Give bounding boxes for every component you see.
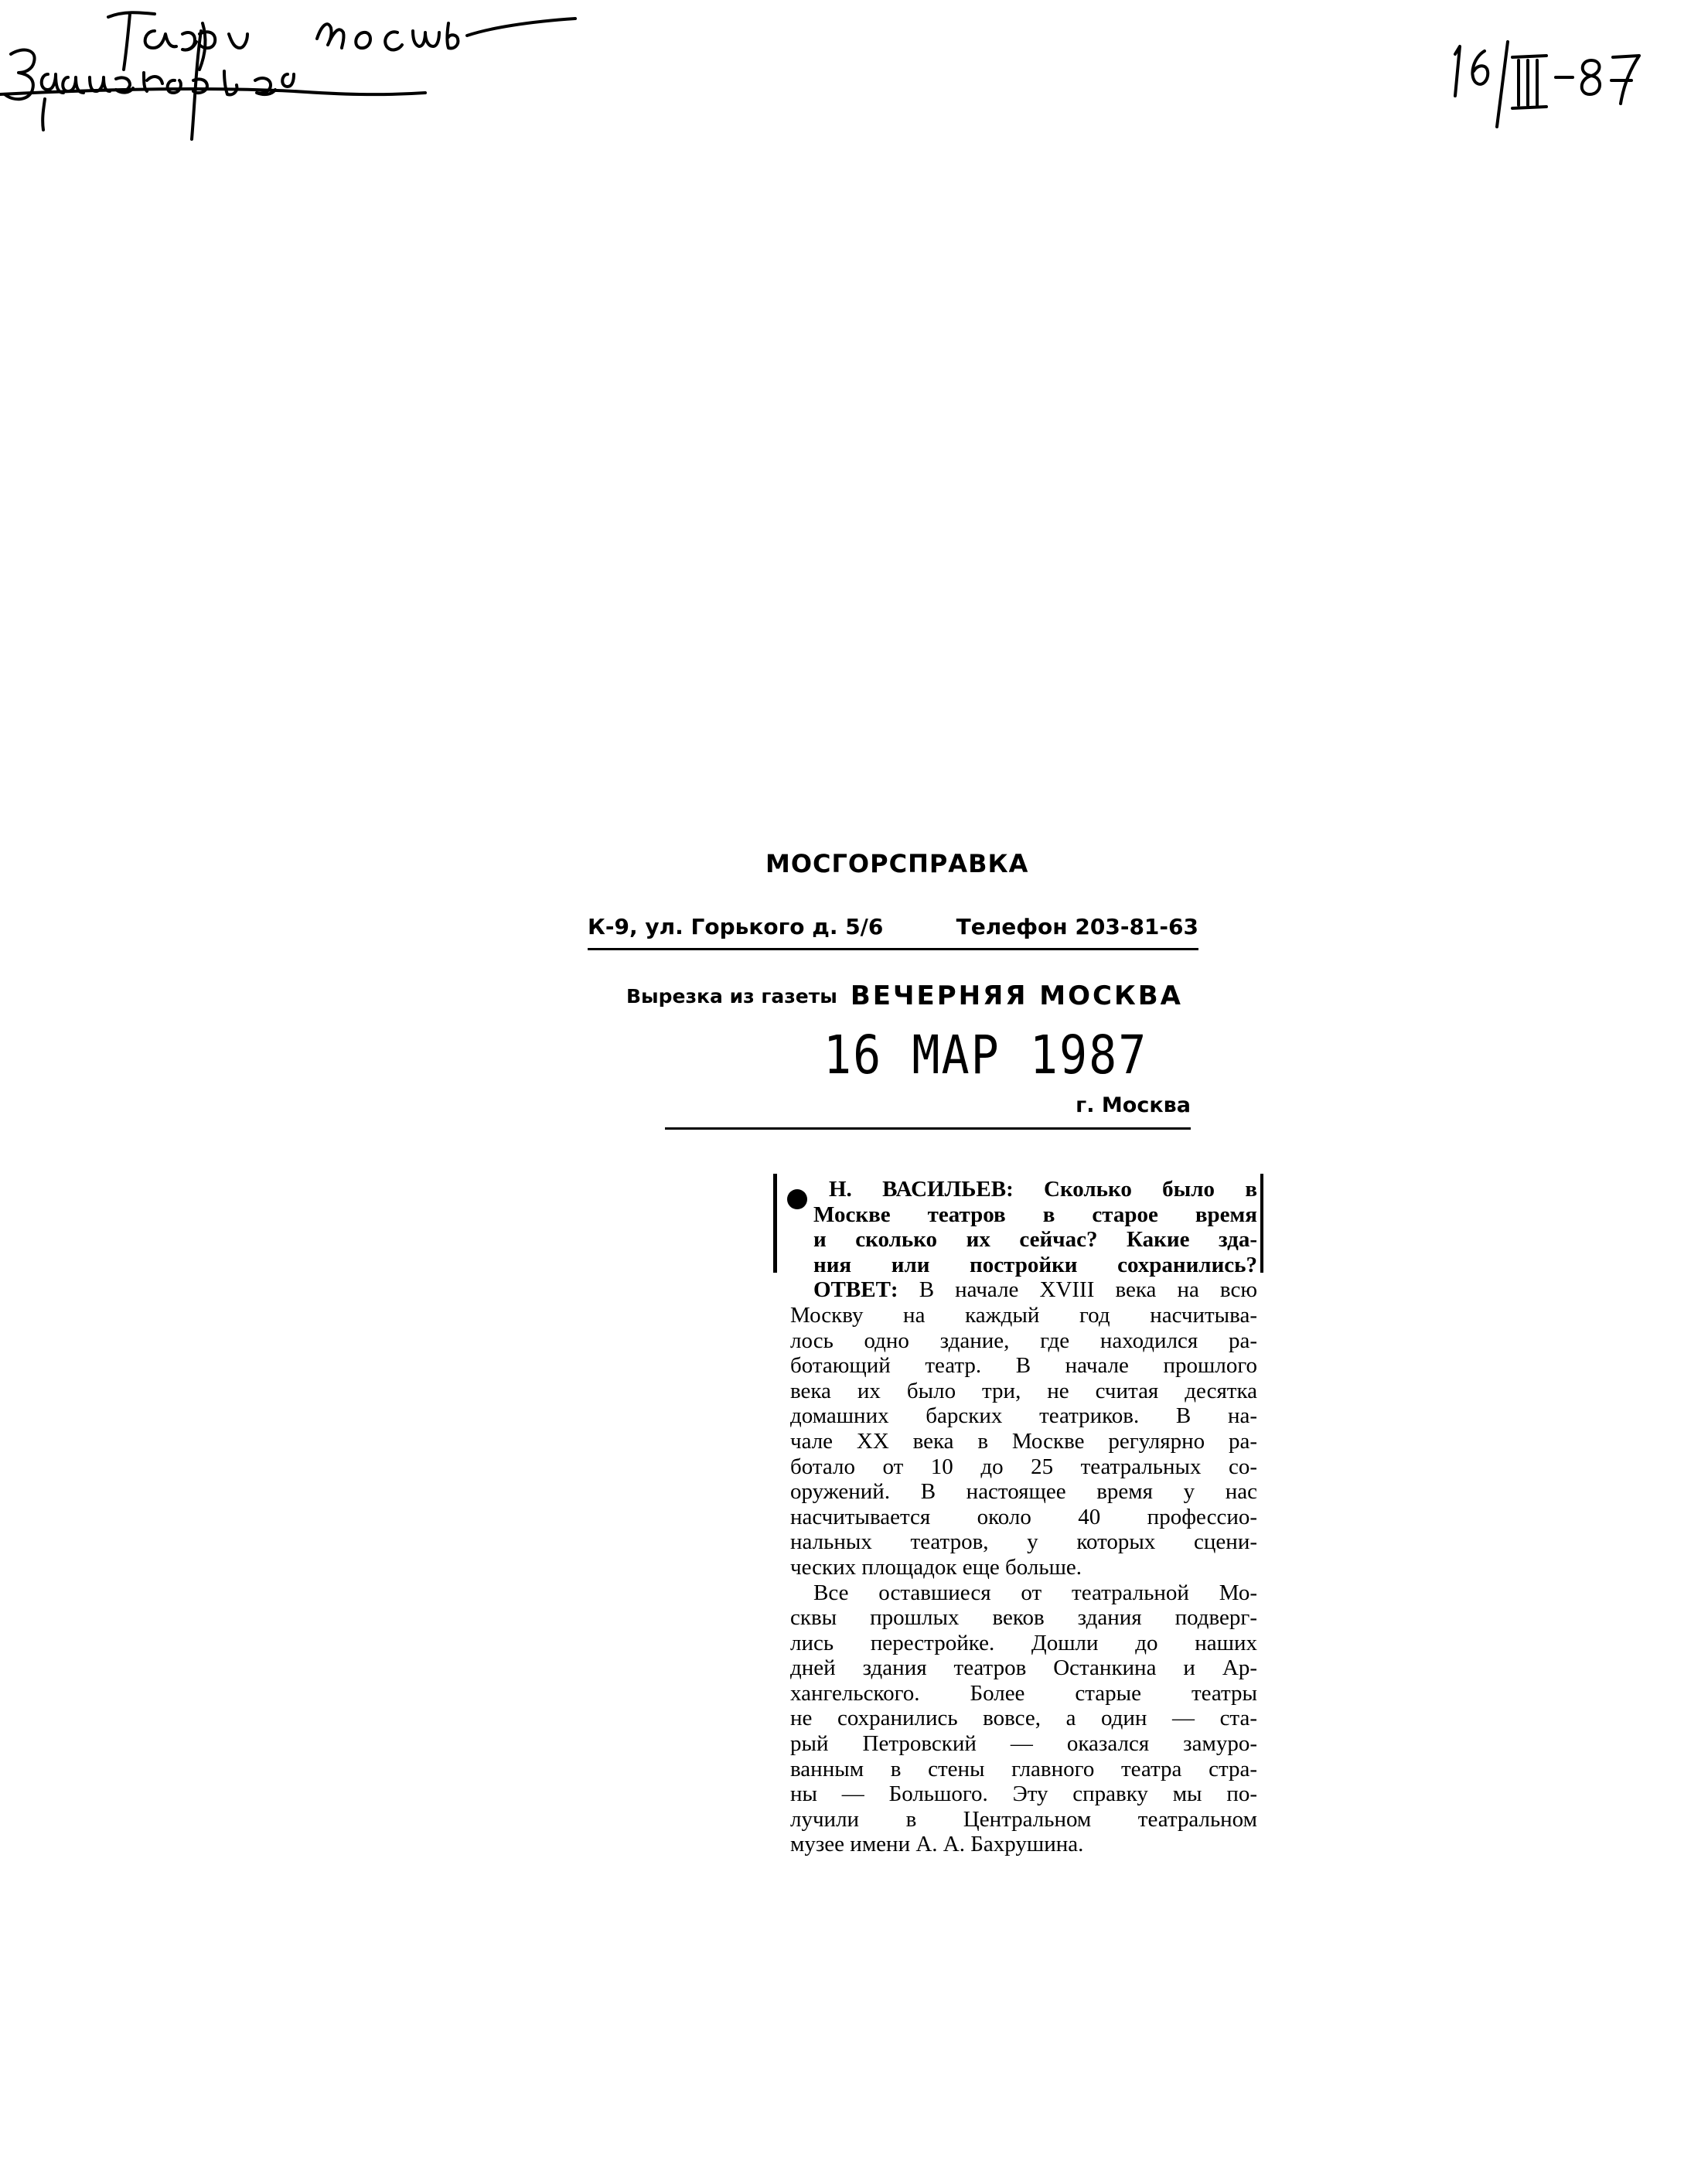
answer-line: ботало от 10 до 25 театральных со- xyxy=(790,1454,1257,1479)
clipping-line xyxy=(626,980,1183,1014)
handwritten-note-topleft xyxy=(0,0,588,155)
question-line: ния или постройки сохранились? xyxy=(813,1252,1257,1277)
city-line xyxy=(665,1089,1191,1130)
question-line: и сколько их сейчас? Какие зда- xyxy=(813,1227,1257,1253)
article-question xyxy=(790,1177,1257,1277)
paragraph2-line: рый Петровский — оказался замуро- xyxy=(790,1731,1257,1757)
answer-label: ОТВЕТ: xyxy=(813,1277,898,1303)
paragraph2-line: лись перестройке. Дошли до наших xyxy=(790,1630,1257,1655)
paragraph2-line: ванным в стены главного театра стра- xyxy=(790,1756,1257,1781)
city-name: г. Москва xyxy=(1076,1093,1191,1117)
handwritten-date-topright xyxy=(1438,23,1655,131)
answer-line: нальных театров, у которых сцени- xyxy=(790,1529,1257,1555)
paragraph2-line: лучили в Центральном театральном xyxy=(790,1806,1257,1832)
agency-name: МОСГОРСПРАВКА xyxy=(765,849,1029,878)
question-line: Москве театров в старое время xyxy=(813,1202,1257,1227)
agency-phone: Телефон 203-81-63 xyxy=(956,914,1198,939)
answer-line: домашних барских театриков. В на- xyxy=(790,1403,1257,1429)
article-clipping xyxy=(773,1174,1260,1870)
question-rule-right xyxy=(1260,1174,1263,1273)
answer-line: ботающий театр. В начале прошлого xyxy=(790,1353,1257,1379)
answer-line: насчитывается около 40 профессио- xyxy=(790,1504,1257,1529)
paragraph2-line: ны — Большого. Эту справку мы по- xyxy=(790,1781,1257,1807)
newspaper-name: ВЕЧЕРНЯЯ МОСКВА xyxy=(850,980,1183,1011)
paragraph2-line: Все оставшиеся от театральной Мо- xyxy=(813,1580,1257,1605)
answer-line: лось одно здание, где находился ра- xyxy=(790,1328,1257,1353)
answer-line: Москву на каждый год насчитыва- xyxy=(790,1302,1257,1328)
clipping-label: Вырезка из газеты xyxy=(626,985,837,1007)
paragraph2-line: музее имени А. А. Бахрушина. xyxy=(790,1832,1084,1857)
paragraph2-line: не сохранились вовсе, а один — ста- xyxy=(790,1706,1257,1731)
article-text xyxy=(790,1177,1257,1857)
paragraph2-line: хангельского. Более старые театры xyxy=(790,1680,1257,1706)
answer-line xyxy=(790,1277,1257,1303)
address-line xyxy=(588,912,1198,950)
paragraph2-line: дней здания театров Останкина и Ар- xyxy=(790,1655,1257,1681)
answer-line: ческих площадок еще больше. xyxy=(790,1554,1082,1580)
answer-line: чале XX века в Москве регулярно ра- xyxy=(790,1428,1257,1454)
article-paragraph-2 xyxy=(790,1580,1257,1858)
article-answer xyxy=(790,1277,1257,1580)
answer-line: оружений. В настоящее время у нас xyxy=(790,1479,1257,1505)
agency-address: К-9, ул. Горького д. 5/6 xyxy=(588,914,884,939)
answer-line: века их было три, не считая десятка xyxy=(790,1378,1257,1403)
question-rule-left xyxy=(773,1174,777,1273)
paragraph2-line: сквы прошлых веков здания подверг- xyxy=(790,1605,1257,1631)
date-stamp: 16 МАР 1987 xyxy=(823,1024,1148,1087)
answer-line-text: В начале XVIII века на всю xyxy=(919,1277,1257,1303)
question-line: Н. ВАСИЛЬЕВ: Сколько было в xyxy=(829,1177,1257,1202)
